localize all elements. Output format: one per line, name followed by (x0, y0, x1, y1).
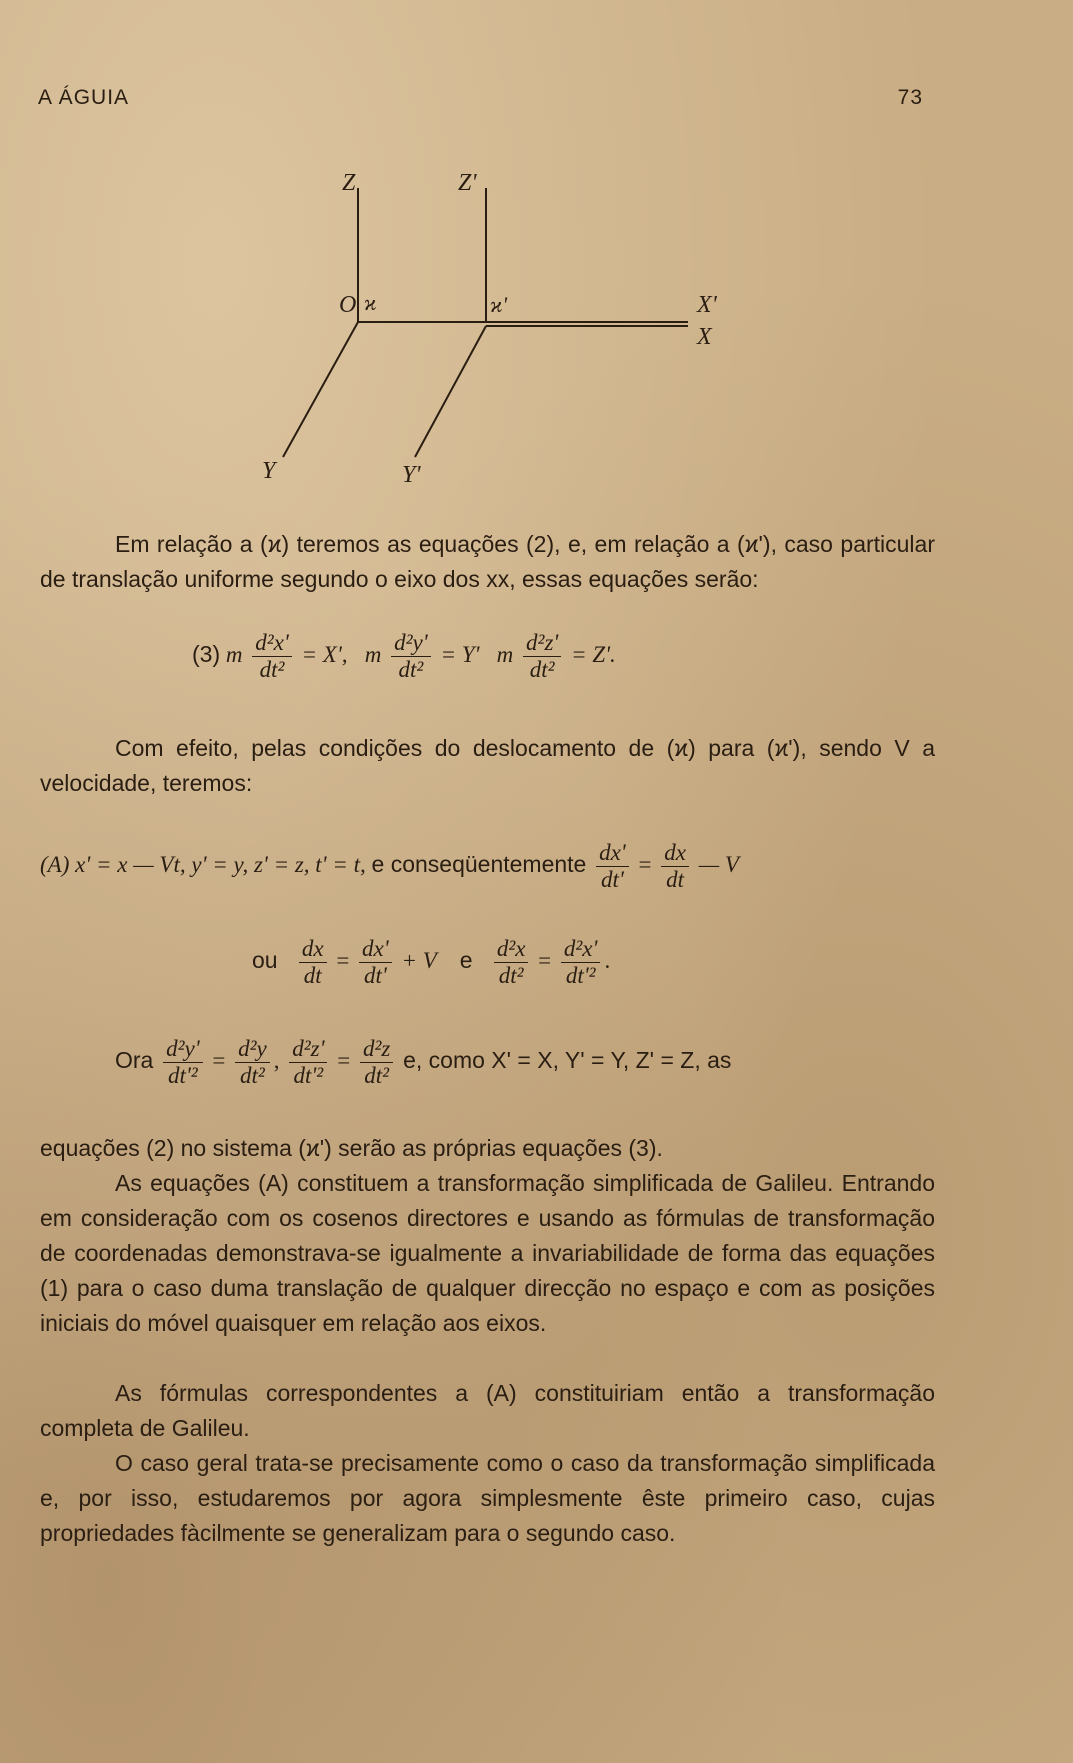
page-number: 73 (897, 86, 923, 109)
paragraph-6: O caso geral trata-se precisamente como o caso da transformação simplificada e, por isso, estudaremos por agora simplesmente êste primeiro caso, cujas propriedades fàcilmente se generalizam para o segundo caso. (40, 1450, 935, 1546)
equation-ora: Ora $\frac{\text{d²y'}}{\text{dt'²}}$ = $\frac{\text{d²y}}{\text{dt²}}$ , $\frac{\text{d²z'}}{\text{dt'²}}$ = $\frac{\text{d²z}}{\text{dt²}}$ e, como X' = X, Y' = Y, Z' = Z, as (115, 1036, 732, 1088)
equation-A: (A) x' = x — Vt, y' = y, z' = z, t' = t, e conseqüentemente $\frac{dx'}{dt'}$ = $\frac{dx}{dt}$ — V (40, 840, 739, 892)
running-title: A ÁGUIA (38, 86, 130, 109)
label-y-prime: Y' (402, 462, 421, 488)
paragraph-4: As equações (A) constituem a transformação simplificada de Galileu. Entrando em consideração com os cosenos directores e usando as fórmulas de transformação de coordenadas demonstrava-se igualmente a invariabilidade de forma das equações (1) para o caso duma translação de qualquer direcção no espaço e com as posições iniciais do móvel quaisquer em relação aos eixos. (40, 1170, 935, 1336)
equation-3: (3) m $\frac{\text{d²x'}}{\text{dt²}}$ = X', m $\frac{\text{d²y'}}{\text{dt²}}$ = Y' m $\frac{\text{d²z'}}{\text{dt²}}$ = Z'. (192, 630, 616, 682)
label-y: Y (262, 458, 276, 484)
equation-ou: ou $\frac{dx}{dt}$ = $\frac{dx'}{dt'}$ + V e $\frac{\text{d²x}}{\text{dt²}}$ = $\frac{\text{d²x'}}{\text{dt'²}}$ . (252, 936, 611, 988)
paragraph-2: Com efeito, pelas condições do deslocamento de (ϰ) para (ϰ'), sendo V a velocidade, teremos: (40, 735, 935, 796)
label-origin: O (339, 292, 357, 318)
label-alpha: ϰ (364, 290, 377, 315)
paragraph-1: Em relação a (ϰ) teremos as equações (2), e, em relação a (ϰ'), caso particular de translação uniforme segundo o eixo dos xx, essas equações serão: (40, 531, 935, 592)
label-x-prime: X' (697, 292, 717, 318)
coordinate-axes-figure (0, 0, 1073, 520)
label-z-prime: Z' (458, 170, 477, 196)
y-prime-axis (415, 326, 486, 457)
label-alpha-prime: ϰ' (490, 292, 508, 317)
label-z: Z (342, 170, 356, 196)
paragraph-5: As fórmulas correspondentes a (A) constituiriam então a transformação completa de Galileu. (40, 1380, 935, 1441)
label-x: X (697, 324, 712, 350)
paragraph-3: equações (2) no sistema (ϰ') serão as próprias equações (3). (40, 1135, 663, 1161)
y-axis (283, 322, 358, 457)
